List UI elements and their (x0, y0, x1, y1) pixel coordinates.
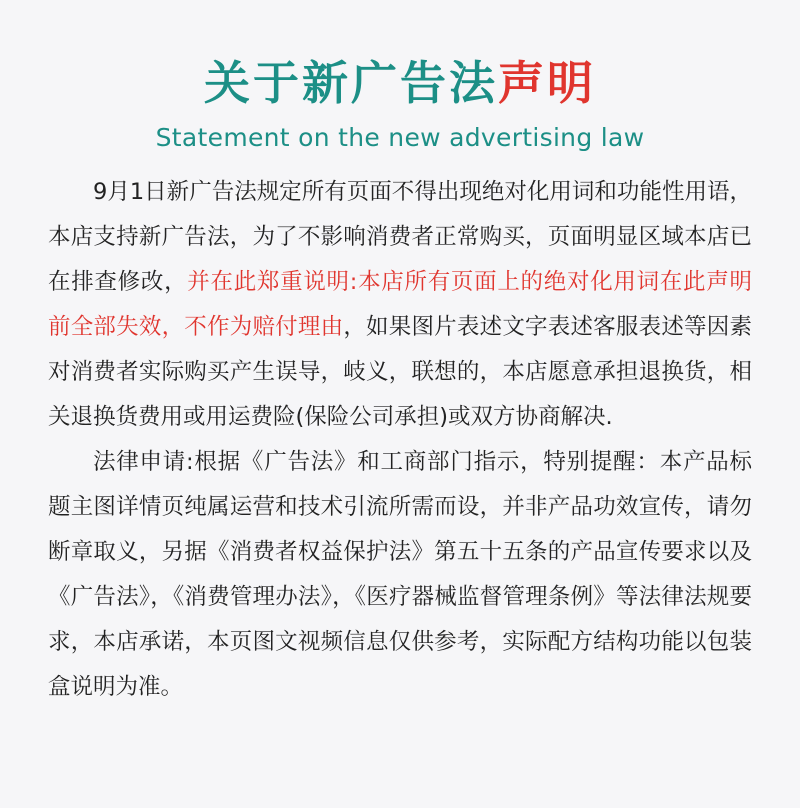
paragraph-1-outro: ，如果图片表述文字表述客服表述等因素对消费者实际购买产生误导，岐义，联想的，本店愿意承担退换货，相关退换货费用或用运费险(保险公司承担)或双方协商解决. (48, 314, 752, 430)
statement-paragraph-2: 法律申请:根据《广告法》和工商部门指示，特别提醒：本产品标题主图详情页纯属运营和技术引流所需而设，并非产品功效宣传，请勿断章取义，另据《消费者权益保护法》第五十五条的产品宣传要求以及《广告法》，《消费管理办法》，《医疗器械监督管理条例》等法律法规要求，本店承诺，本页图文视频信息仅供参考，实际配方结构功能以包装盒说明为准。 (48, 449, 752, 700)
paragraph-1-highlight: 并在此郑重说明:本店所有页面上的绝对化用词在此声明前全部失效，不作为赔付理由 (48, 269, 752, 340)
title-main: 关于新广告法 (204, 56, 498, 110)
statement-paragraph-1 (48, 170, 752, 440)
title-accent: 声明 (498, 56, 596, 110)
page-title (48, 50, 752, 116)
paragraph-1-intro: 9月1日新广告法规定所有页面不得出现绝对化用词和功能性用语，本店支持新广告法，为了不影响消费者正常购买，页面明显区域本店已在排查修改， (48, 179, 752, 295)
page-subtitle: Statement on the new advertising law (155, 123, 645, 152)
